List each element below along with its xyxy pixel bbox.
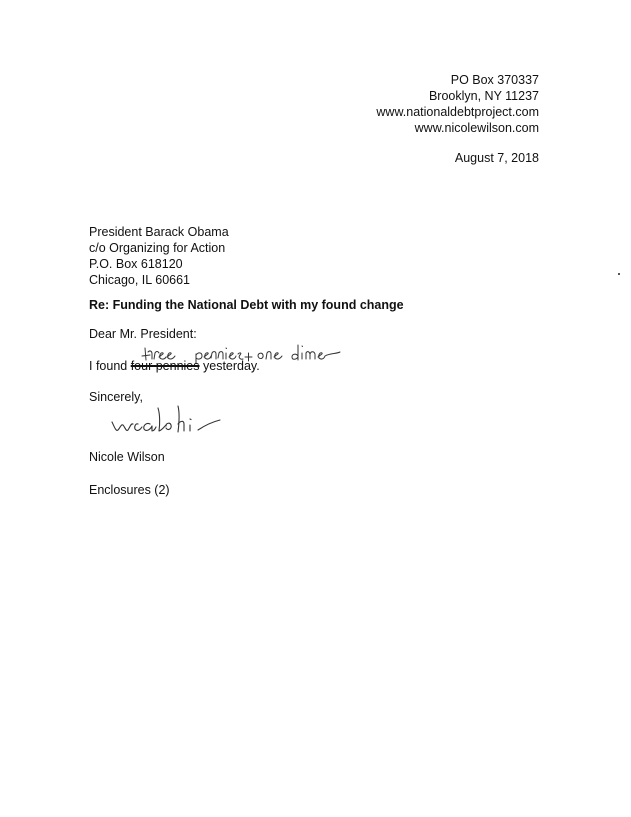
scan-speck (618, 273, 621, 276)
body-prefix: I found (89, 359, 131, 373)
sender-address-block (376, 72, 539, 136)
sender-website-national-debt: www.nationaldebtproject.com (376, 105, 539, 119)
sender-city-state-zip: Brooklyn, NY 11237 (428, 89, 539, 103)
closing: Sincerely, (89, 390, 143, 404)
recipient-care-of: c/o Organizing for Action (89, 241, 226, 255)
subject-line: Re: Funding the National Debt with my found change (89, 298, 404, 312)
sender-po-box: PO Box 370337 (450, 73, 539, 87)
recipient-city-state-zip: Chicago, IL 60661 (89, 273, 191, 287)
recipient-name: President Barack Obama (89, 225, 229, 239)
letter-date: August 7, 2018 (454, 151, 539, 165)
sender-website-personal: www.nicolewilson.com (414, 121, 539, 135)
salutation: Dear Mr. President: (89, 327, 197, 341)
signer-name: Nicole Wilson (89, 450, 165, 464)
recipient-po-box: P.O. Box 618120 (89, 257, 183, 271)
body-line (89, 358, 260, 374)
enclosures-note: Enclosures (2) (89, 483, 170, 497)
body-suffix: yesterday. (199, 359, 260, 373)
recipient-address-block (89, 224, 229, 288)
handwritten-signature (108, 400, 258, 440)
struck-text: four pennies (130, 359, 200, 373)
